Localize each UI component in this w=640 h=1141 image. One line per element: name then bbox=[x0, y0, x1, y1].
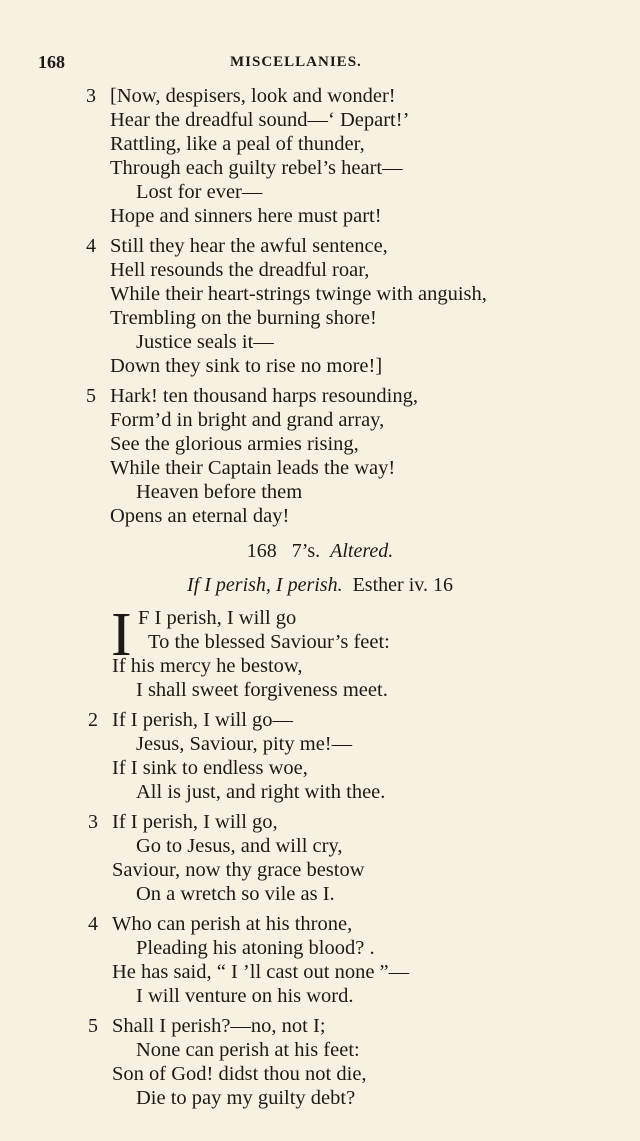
verse-line: Through each guilty rebel’s heart— bbox=[110, 157, 403, 179]
verse-line: Pleading his atoning blood? . bbox=[136, 937, 375, 959]
page-number: 168 bbox=[38, 52, 65, 72]
verse-line: Shall I perish?—no, not I; bbox=[112, 1015, 326, 1037]
stanza-number: 2 bbox=[88, 709, 98, 731]
verse-line: On a wretch so vile as I. bbox=[136, 883, 335, 905]
running-head: MISCELLANIES. bbox=[230, 54, 362, 70]
verse-line: If his mercy he bestow, bbox=[112, 655, 303, 677]
verse-line: Form’d in bright and grand array, bbox=[110, 409, 385, 431]
stanza-number: 4 bbox=[88, 913, 98, 935]
verse-line: Down they sink to rise no more!] bbox=[110, 355, 383, 377]
stanza-number: 3 bbox=[86, 85, 96, 107]
hymn-title bbox=[0, 540, 640, 563]
verse-line: F I perish, I will go bbox=[138, 607, 297, 629]
verse-line: [Now, despisers, look and wonder! bbox=[110, 85, 396, 107]
verse-line: Die to pay my guilty debt? bbox=[136, 1087, 356, 1109]
verse-line: See the glorious armies rising, bbox=[110, 433, 359, 455]
verse-line: Son of God! didst thou not die, bbox=[112, 1063, 367, 1085]
verse-line: If I perish, I will go, bbox=[112, 811, 278, 833]
stanza-number: 5 bbox=[86, 385, 96, 407]
verse-line: Still they hear the awful sentence, bbox=[110, 235, 388, 257]
verse-line: Hear the dreadful sound—‘ Depart!’ bbox=[110, 109, 410, 131]
stanza-number: 3 bbox=[88, 811, 98, 833]
hymn-note: Altered. bbox=[330, 540, 394, 562]
verse-line: He has said, “ I ’ll cast out none ”— bbox=[112, 961, 410, 983]
page-header bbox=[38, 48, 598, 78]
verse-line: While their Captain leads the way! bbox=[110, 457, 396, 479]
verse-line: Go to Jesus, and will cry, bbox=[136, 835, 343, 857]
verse-line: To the blessed Saviour’s feet: bbox=[148, 631, 390, 653]
verse-line: I will venture on his word. bbox=[136, 985, 354, 1007]
verse-line: Lost for ever— bbox=[136, 181, 263, 203]
verse-line: If I perish, I will go— bbox=[112, 709, 294, 731]
scripture-reference: Esther iv. 16 bbox=[352, 574, 453, 596]
drop-cap: I bbox=[111, 601, 132, 669]
verse-line: Trembling on the burning shore! bbox=[110, 307, 377, 329]
stanza-number: 5 bbox=[88, 1015, 98, 1037]
hymn-number: 168 bbox=[246, 540, 277, 562]
verse-line: While their heart-strings twinge with anguish, bbox=[110, 283, 487, 305]
verse-line: Hell resounds the dreadful roar, bbox=[110, 259, 370, 281]
hymn-meter: 7’s. bbox=[291, 540, 321, 562]
stanza-number: 4 bbox=[86, 235, 96, 257]
verse-line: If I sink to endless woe, bbox=[112, 757, 308, 779]
verse-line: None can perish at his feet: bbox=[136, 1039, 360, 1061]
verse-line: I shall sweet forgiveness meet. bbox=[136, 679, 388, 701]
verse-line: Heaven before them bbox=[136, 481, 303, 503]
verse-line: Hark! ten thousand harps resounding, bbox=[110, 385, 419, 407]
verse-line: Saviour, now thy grace bestow bbox=[112, 859, 365, 881]
verse-line: All is just, and right with thee. bbox=[136, 781, 386, 803]
verse-line: Opens an eternal day! bbox=[110, 505, 290, 527]
verse-line: Jesus, Saviour, pity me!— bbox=[136, 733, 353, 755]
verse-line: Hope and sinners here must part! bbox=[110, 205, 382, 227]
hymn-subtitle bbox=[0, 574, 640, 597]
verse-line: Justice seals it— bbox=[136, 331, 274, 353]
hymn-subtitle-text: If I perish, I perish. bbox=[187, 574, 343, 596]
verse-line: Who can perish at his throne, bbox=[112, 913, 353, 935]
verse-line: Rattling, like a peal of thunder, bbox=[110, 133, 365, 155]
